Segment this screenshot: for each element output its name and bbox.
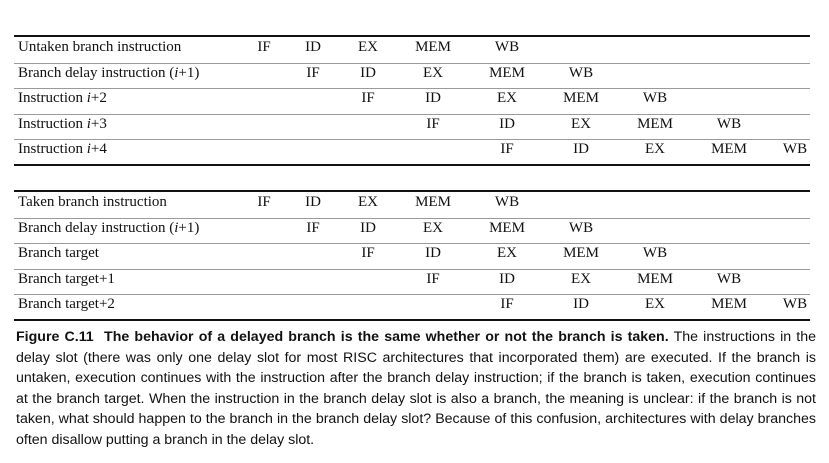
- caption-text: The instructions in the delay slot (there was only one delay slot for most RISC architectures that incorporated them) are executed. If the branch is untaken, execution continues with the instruction after the branch delay instruction; if the branch is taken, execution continues at the branch target. When the instruction in the branch delay slot is also a branch, the meaning is unclear: if the branch is not taken, what should happen to the branch in the branch delay slot? Because of this confusion, architectures with delay branches often disallow putting a branch in the delay slot.: [16, 329, 817, 448]
- row-label: Branch delay instruction (i+1): [18, 64, 200, 81]
- row-rule: [14, 63, 810, 64]
- stage-cell: EX: [571, 115, 591, 132]
- stage-cell: EX: [358, 194, 378, 210]
- stage-cell: MEM: [415, 39, 451, 55]
- row-rule: [14, 218, 810, 219]
- stage-cell: WB: [716, 115, 742, 132]
- stage-cell: MEM: [563, 245, 599, 261]
- row-label: Instruction i+4: [18, 141, 107, 157]
- stage-cell: WB: [782, 141, 808, 157]
- stage-cell: MEM: [711, 141, 747, 157]
- caption-label: Figure C.11: [16, 329, 94, 345]
- stage-cell: EX: [423, 219, 443, 236]
- stage-cell: EX: [571, 270, 591, 287]
- stage-cell: EX: [497, 245, 517, 261]
- stage-cell: MEM: [637, 115, 673, 132]
- stage-cell: WB: [782, 296, 808, 312]
- stage-cell: WB: [642, 90, 668, 106]
- stage-cell: IF: [306, 219, 320, 236]
- row-label: Instruction i+2: [18, 90, 107, 106]
- stage-cell: ID: [425, 245, 441, 261]
- stage-cell: EX: [645, 141, 665, 157]
- stage-cell: WB: [494, 194, 520, 210]
- stage-cell: ID: [425, 90, 441, 106]
- row-rule: [14, 269, 810, 270]
- figure-caption: [16, 327, 816, 451]
- stage-cell: ID: [305, 194, 321, 210]
- row-rule: [14, 243, 810, 244]
- stage-cell: WB: [568, 219, 594, 236]
- row-rule: [14, 88, 810, 89]
- stage-cell: MEM: [711, 296, 747, 312]
- stage-cell: IF: [426, 115, 440, 132]
- stage-cell: WB: [494, 39, 520, 55]
- table-top-rule: [14, 35, 810, 37]
- row-label: Branch target+2: [18, 296, 115, 312]
- stage-cell: IF: [257, 39, 271, 55]
- stage-cell: IF: [361, 245, 375, 261]
- stage-cell: MEM: [489, 219, 525, 236]
- stage-cell: MEM: [489, 64, 525, 81]
- row-label: Branch target+1: [18, 270, 115, 287]
- table-bottom-rule: [14, 319, 810, 321]
- stage-cell: IF: [426, 270, 440, 287]
- stage-cell: IF: [500, 296, 514, 312]
- stage-cell: IF: [500, 141, 514, 157]
- table-top-rule: [14, 190, 810, 192]
- table-bottom-rule: [14, 164, 810, 166]
- stage-cell: IF: [361, 90, 375, 106]
- row-label: Taken branch instruction: [18, 194, 167, 210]
- row-label: Branch target: [18, 245, 99, 261]
- stage-cell: ID: [499, 270, 515, 287]
- caption-title: The behavior of a delayed branch is the same whether or not the branch is taken.: [104, 329, 669, 345]
- stage-cell: ID: [573, 141, 589, 157]
- stage-cell: ID: [360, 219, 376, 236]
- stage-cell: MEM: [563, 90, 599, 106]
- stage-cell: ID: [360, 64, 376, 81]
- stage-cell: MEM: [637, 270, 673, 287]
- stage-cell: EX: [497, 90, 517, 106]
- stage-cell: IF: [257, 194, 271, 210]
- stage-cell: MEM: [415, 194, 451, 210]
- stage-cell: WB: [642, 245, 668, 261]
- row-rule: [14, 114, 810, 115]
- row-label: Instruction i+3: [18, 115, 107, 132]
- stage-cell: ID: [499, 115, 515, 132]
- row-label: Untaken branch instruction: [18, 39, 182, 55]
- stage-cell: WB: [716, 270, 742, 287]
- stage-cell: EX: [358, 39, 378, 55]
- stage-cell: EX: [645, 296, 665, 312]
- row-rule: [14, 139, 810, 140]
- row-rule: [14, 294, 810, 295]
- stage-cell: ID: [305, 39, 321, 55]
- stage-cell: IF: [306, 64, 320, 81]
- row-label: Branch delay instruction (i+1): [18, 219, 200, 236]
- stage-cell: ID: [573, 296, 589, 312]
- stage-cell: EX: [423, 64, 443, 81]
- stage-cell: WB: [568, 64, 594, 81]
